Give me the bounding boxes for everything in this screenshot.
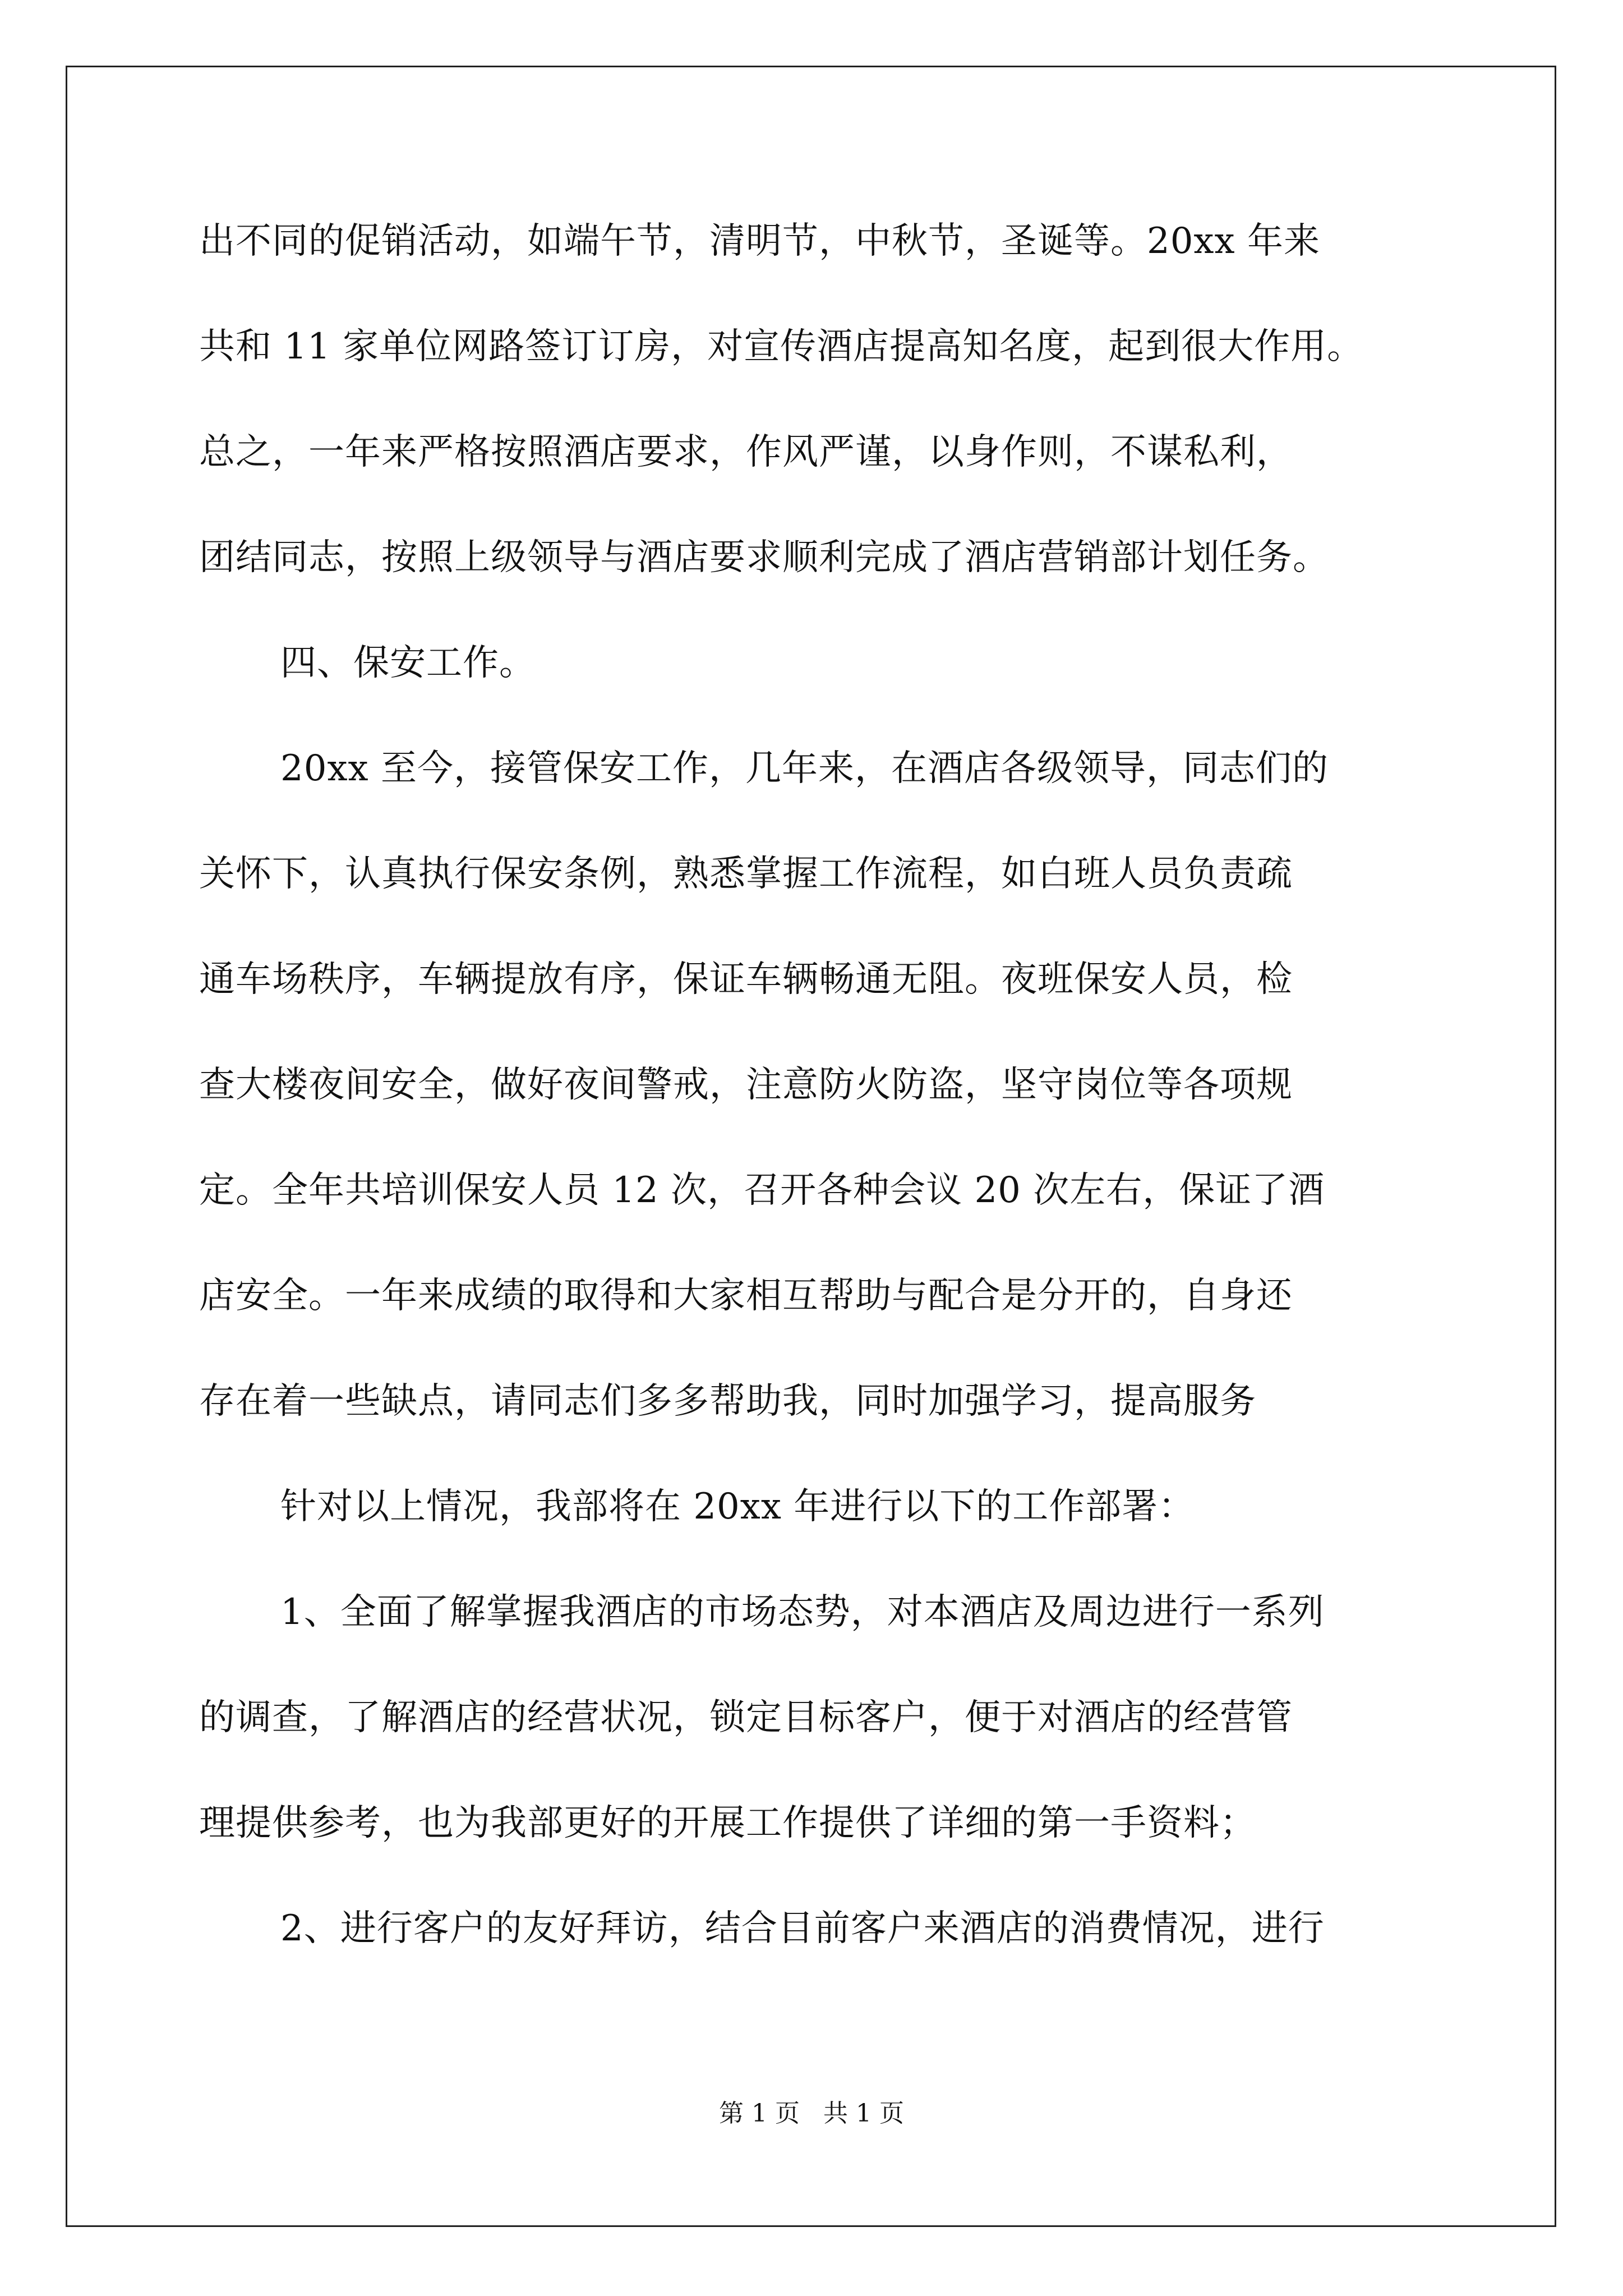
list-item: 1、全面了解掌握我酒店的市场态势，对本酒店及周边进行一系列 <box>280 1591 1325 1633</box>
text-line: 理提供参考，也为我部更好的开展工作提供了详细的第一手资料； <box>199 1802 1256 1844</box>
text-line: 关怀下，认真执行保安条例，熟悉掌握工作流程，如白班人员负责疏 <box>199 853 1293 895</box>
page-number: 第 1 页 共 1 页 <box>719 2099 904 2128</box>
text-line: 共和 11 家单位网路签订订房，对宣传酒店提高知名度，起到很大作用。 <box>199 326 1364 367</box>
text-line: 总之，一年来严格按照酒店要求，作风严谨，以身作则，不谋私利， <box>199 431 1293 473</box>
text-line: 定。全年共培训保安人员 12 次，召开各种会议 20 次左右，保证了酒 <box>199 1170 1325 1211</box>
text-line: 20xx 至今，接管保安工作，几年来，在酒店各级领导，同志们的 <box>280 748 1329 789</box>
text-line: 通车场秩序，车辆提放有序，保证车辆畅通无阻。夜班保安人员，检 <box>199 959 1293 1000</box>
text-line: 出不同的促销活动，如端午节，清明节，中秋节，圣诞等。20xx 年来 <box>199 220 1320 262</box>
text-line: 店安全。一年来成绩的取得和大家相互帮助与配合是分开的，自身还 <box>199 1275 1293 1317</box>
text-line: 存在着一些缺点，请同志们多多帮助我，同时加强学习，提高服务 <box>199 1381 1256 1422</box>
text-line: 针对以上情况，我部将在 20xx 年进行以下的工作部署： <box>280 1486 1195 1527</box>
list-item: 2、进行客户的友好拜访，结合目前客户来酒店的消费情况，进行 <box>280 1908 1325 1949</box>
text-line: 团结同志，按照上级领导与酒店要求顺利完成了酒店营销部计划任务。 <box>199 537 1329 578</box>
section-heading: 四、保安工作。 <box>280 642 536 684</box>
text-line: 查大楼夜间安全，做好夜间警戒，注意防火防盗，坚守岗位等各项规 <box>199 1064 1293 1106</box>
text-line: 的调查，了解酒店的经营状况，锁定目标客户，便于对酒店的经营管 <box>199 1697 1293 1738</box>
